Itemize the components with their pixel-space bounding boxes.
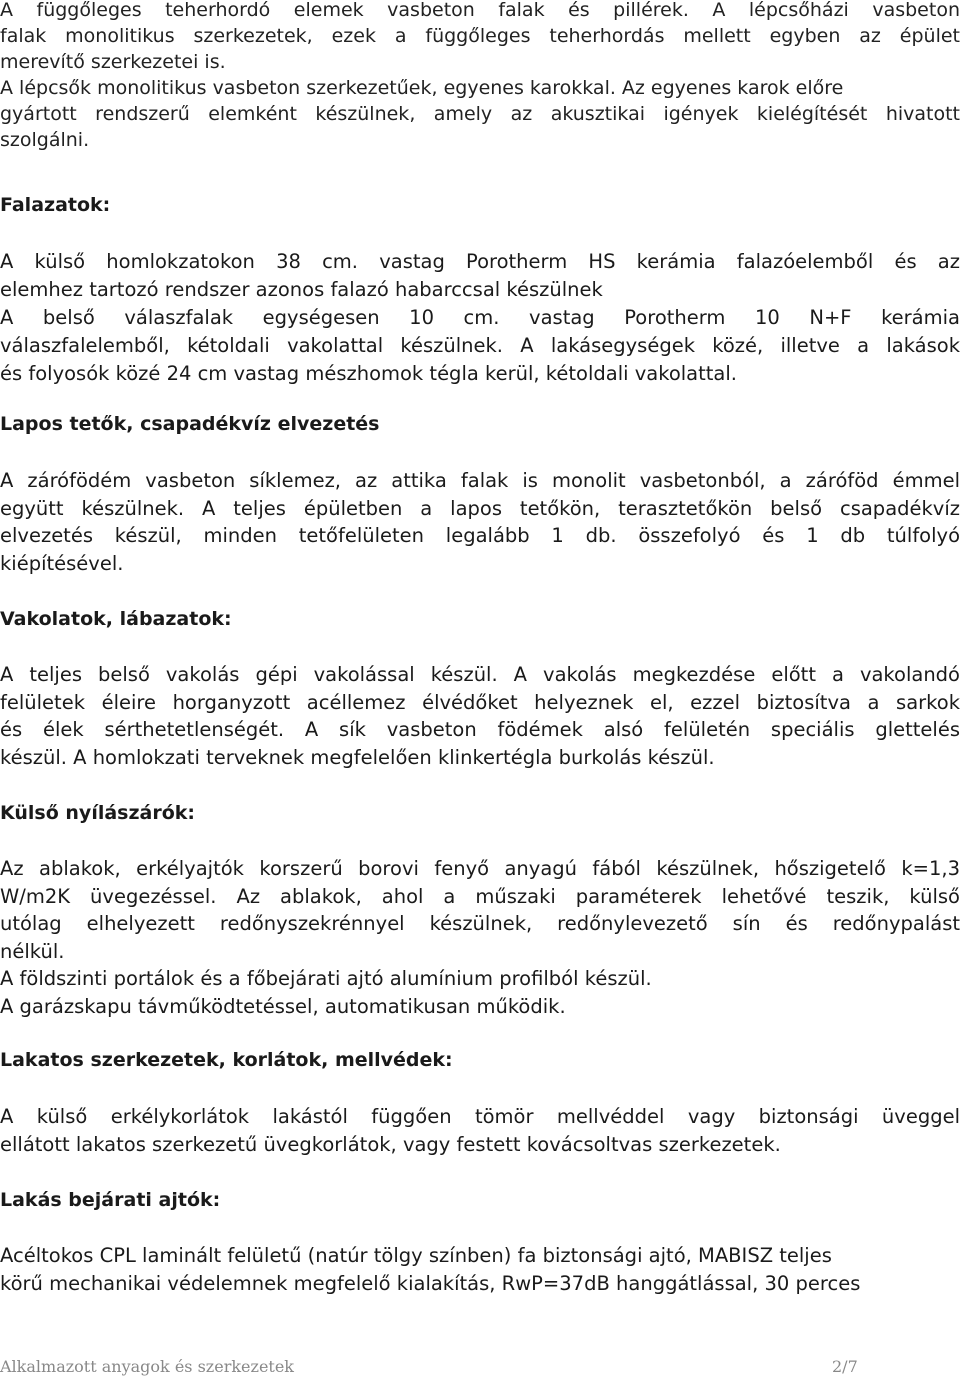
text-line: szolgálni. (0, 129, 90, 151)
text-line: A külső erkélykorlátok lakástól függően tömör mellvéddel vagy biztonsági üveggel (0, 1105, 960, 1128)
section-heading-vakolatok: Vakolatok, lábazatok: (0, 608, 232, 630)
text-line: kiépítésével. (0, 551, 124, 575)
text-line: Acéltokos CPL laminált felületű (natúr tölgy színben) fa biztonsági ajtó, MABISZ teljes (0, 1244, 832, 1267)
section-heading-bejarati-ajtok: Lakás bejárati ajtók: (0, 1189, 221, 1211)
text-line: elvezetés készül, minden tetőfelületen legalább 1 db. összefolyó és 1 db túlfolyó (0, 524, 960, 547)
section-heading-lapos-tetok: Lapos tetők, csapadékvíz elvezetés (0, 413, 380, 435)
text-line: együtt készülnek. A teljes épületben a lapos tetőkön, terasztetőkön belső csapadékvíz (0, 496, 960, 520)
text-line: és folyosók közé 24 cm vastag mészhomok tégla kerül, kétoldali vakolattal. (0, 362, 737, 385)
text-line: felületek éleire horganyzott acéllemez élvédőket helyeznek el, ezzel biztosítva a sarkok (0, 690, 960, 714)
text-line: A garázskapu távműködtetéssel, automatikusan működik. (0, 994, 566, 1018)
text-line: nélkül. (0, 939, 65, 963)
intro-paragraph (0, 0, 960, 153)
text-line: A zárófödém vasbeton síklemez, az attika falak is monolit vasbetonból, a záróföd émmel (0, 469, 960, 492)
falazatok-paragraph (0, 248, 960, 388)
bejarati-ajtok-paragraph (0, 1242, 960, 1297)
text-line: válaszfalelemből, kétoldali vakolattal készülnek. A lakásegységek közé, illetve a lakások (0, 334, 960, 357)
section-heading-lakatos: Lakatos szerkezetek, korlátok, mellvédek: (0, 1049, 453, 1071)
text-line: Az ablakok, erkélyajtók korszerű borovi fenyő anyagú fából készülnek, hőszigetelő k=1,3 (0, 857, 960, 880)
lapos-tetok-paragraph (0, 467, 960, 577)
text-line: gyártott rendszerű elemként készülnek, amely az akusztikai igények kielégítését hivatott (0, 103, 960, 125)
text-line: készül. A homlokzati terveknek megfelelően klinkertégla burkolás készül. (0, 745, 715, 769)
footer-page-number: 2/7 (832, 1357, 858, 1376)
text-line: A lépcsők monolitikus vasbeton szerkezetűek, egyenes karokkal. Az egyenes karok előre (0, 77, 844, 99)
text-line: merevítő szerkezetei is. (0, 51, 226, 73)
text-line: elemhez tartozó rendszer azonos falazó habarccsal készülnek (0, 278, 603, 301)
footer-title: Alkalmazott anyagok és szerkezetek (0, 1357, 294, 1376)
text-line: W/m2K üvegezéssel. Az ablakok, ahol a műszaki paraméterek lehetővé teszik, külső (0, 884, 960, 908)
text-line: A belső válaszfalak egységesen 10 cm. vastag Porotherm 10 N+F kerámia (0, 306, 960, 329)
text-line: utólag elhelyezett redőnyszekrénnyel készülnek, redőnylevezető sín és redőnypalást (0, 912, 960, 935)
text-line: A függőleges teherhordó elemek vasbeton falak és pillérek. A lépcsőházi vasbeton (0, 0, 960, 21)
section-heading-nyilaszarok: Külső nyílászárók: (0, 802, 196, 824)
text-line: körű mechanikai védelemnek megfelelő kialakítás, RwP=37dB hanggátlással, 30 perces (0, 1271, 861, 1295)
text-line: falak monolitikus szerkezetek, ezek a függőleges teherhordás mellett egyben az épület (0, 25, 960, 47)
vakolatok-paragraph (0, 661, 960, 771)
text-line: ellátott lakatos szerkezetű üvegkorlátok, vagy festett kovácsoltvas szerkezetek. (0, 1132, 781, 1156)
text-line: A földszinti portálok és a főbejárati ajtó alumínium profilból készül. (0, 967, 652, 990)
nyilaszarok-paragraph (0, 855, 960, 1020)
lakatos-paragraph (0, 1103, 960, 1158)
text-line: és élek sérthetetlenségét. A sík vasbeton födémek alsó felületén speciális glettelés (0, 718, 960, 741)
text-line: A teljes belső vakolás gépi vakolással készül. A vakolás megkezdése előtt a vakolandó (0, 663, 960, 686)
section-heading-falazatok: Falazatok: (0, 194, 111, 216)
text-line: A külső homlokzatokon 38 cm. vastag Porotherm HS kerámia falazóelemből és az (0, 250, 960, 273)
